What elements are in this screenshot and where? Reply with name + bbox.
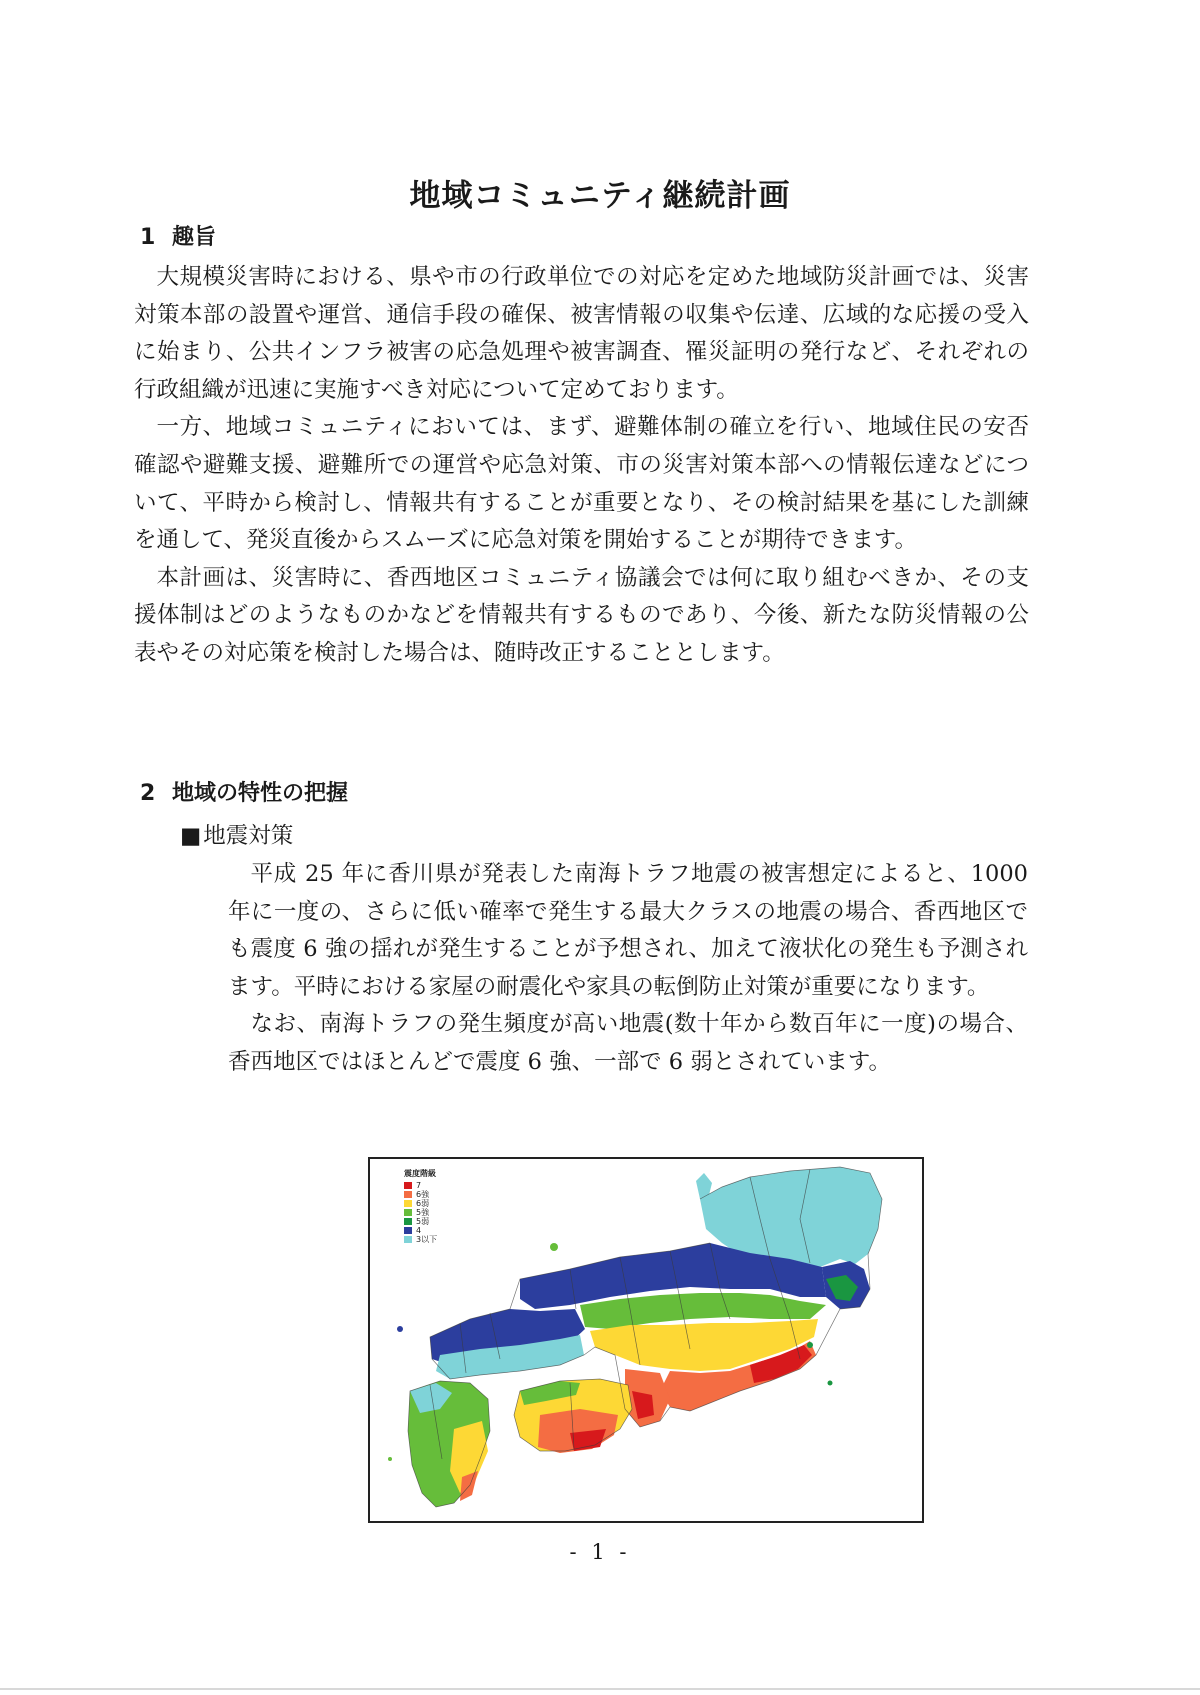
legend-label: 5弱 [416,1217,430,1226]
section-2-body [228,856,1028,1082]
section-1-number: 1 [140,225,156,250]
legend-swatch [404,1227,412,1234]
legend-item-7 [404,1181,437,1190]
legend-item-5-strong [404,1208,437,1217]
square-bullet-icon: ■ [180,823,202,849]
section-2-number: 2 [140,781,156,806]
legend-swatch [404,1209,412,1216]
legend-item-5-weak [404,1217,437,1226]
section-1-paragraph-1: 大規模災害時における、県や市の行政単位での対応を定めた地域防災計画では、災害対策本部の設置や運営、通信手段の確保、被害情報の収集や伝達、広域的な応援の受入に始まり、公共インフラ被害の応急処理や被害調査、罹災証明の発行など、それぞれの行政組織が迅速に実施すべき対応について定めております。 [134,264,1029,403]
legend-title: 震度階級 [404,1169,436,1178]
page-number: - 1 - [569,1540,631,1564]
legend-item-4 [404,1226,437,1235]
legend-label: 6弱 [416,1199,430,1208]
map-legend [404,1169,437,1244]
legend-label: 6強 [416,1190,430,1199]
legend-swatch [404,1182,412,1189]
legend-label: 4 [416,1226,422,1235]
legend-item-6-strong [404,1190,437,1199]
section-2-heading [140,776,348,807]
section-1-paragraph-2: 一方、地域コミュニティにおいては、まず、避難体制の確立を行い、地域住民の安否確認や避難支援、避難所での運営や応急対策、市の災害対策本部への情報伝達などについて、平時から検討し、情報共有することが重要となり、その検討結果を基にした訓練を通して、発災直後からスムーズに応急対策を開始することが期待できます。 [134,414,1029,554]
legend-swatch [404,1191,412,1198]
legend-swatch [404,1236,412,1243]
subheading-earthquake [180,818,293,850]
legend-label: 7 [416,1181,422,1190]
legend-label: 5強 [416,1208,430,1217]
legend-item-3-or-less [404,1235,437,1244]
subheading-label: 地震対策 [203,823,294,849]
section-1-heading [140,220,216,251]
scan-edge-divider [0,1688,1200,1690]
document-title: 地域コミュニティ継続計画 [409,178,791,214]
seismic-intensity-map [368,1157,924,1523]
section-1-title: 趣旨 [172,225,217,250]
section-2-title: 地域の特性の把握 [172,781,349,806]
section-2-paragraph-2: なお、南海トラフの発生頻度が高い地震(数十年から数百年に一度)の場合、香西地区ではほとんどで震度 6 強、一部で 6 弱とされています。 [228,1011,1028,1075]
japan-map-graphic [370,1159,922,1521]
legend-swatch [404,1200,412,1207]
legend-item-6-weak [404,1199,437,1208]
section-1-paragraph-3: 本計画は、災害時に、香西地区コミュニティ協議会では何に取り組むべきか、その支援体制はどのようなものかなどを情報共有するものであり、今後、新たな防災情報の公表やその対応策を検討した場合は、随時改正することとします。 [134,564,1029,666]
legend-swatch [404,1218,412,1225]
section-2-paragraph-1: 平成 25 年に香川県が発表した南海トラフ地震の被害想定によると、1000 年に一度の、さらに低い確率で発生する最大クラスの地震の場合、香西地区でも震度 6 強の揺れが発生することが予想され、加えて液状化の発生も予測されます。平時における家屋の耐震化や家具の転倒防止対策が重要になります。 [228,861,1028,1000]
legend-label: 3以下 [416,1235,438,1244]
section-1-body [134,259,1029,673]
